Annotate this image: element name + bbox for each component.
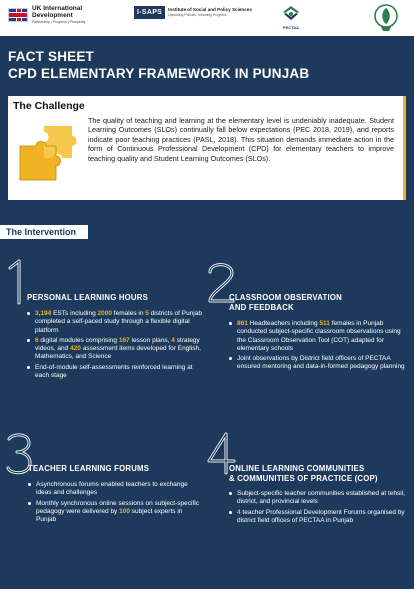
intervention-label-text: The Intervention xyxy=(6,226,77,237)
government-seal-logo xyxy=(372,3,400,33)
isaps-tagline: Upholding Policies, Informing Progress xyxy=(168,12,227,17)
ukaid-line2: Development xyxy=(32,11,73,19)
list-item xyxy=(28,481,204,498)
pectaa-emblem-icon xyxy=(280,4,302,24)
item-text: Asynchronous forums enabled teachers to exchange ideas and challenges xyxy=(36,481,188,497)
highlight-figure: 167 xyxy=(118,336,130,344)
uk-development-logo xyxy=(8,6,85,25)
list-item xyxy=(229,355,409,372)
section-1-items xyxy=(27,310,205,382)
highlight-figure: 100 xyxy=(119,507,130,515)
item-text: digital modules comprising xyxy=(38,336,119,344)
highlight-figure: 511 xyxy=(319,320,330,327)
item-text: females in xyxy=(112,310,146,317)
challenge-accent-bar xyxy=(403,96,406,200)
highlight-figure: 2000 xyxy=(97,310,112,317)
isaps-logo xyxy=(134,6,252,19)
highlight-figure: 861 xyxy=(237,320,248,327)
list-item xyxy=(27,364,205,381)
ukaid-line1: UK International xyxy=(32,5,83,12)
item-text: lesson plans, xyxy=(129,336,172,344)
challenge-box xyxy=(8,96,406,200)
punjab-seal-icon xyxy=(372,3,400,33)
item-text: subject experts in Punjab xyxy=(36,507,183,524)
list-item xyxy=(28,500,204,525)
list-item xyxy=(27,310,205,335)
highlight-figure: 420 xyxy=(70,345,81,353)
isaps-badge: I-SAPS xyxy=(134,6,165,19)
highlight-figure: 3,194 xyxy=(35,310,52,317)
item-text: strategy videos, and xyxy=(35,336,200,353)
highlight-figure: 4 xyxy=(237,508,241,516)
section-2-title: CLASSROOM OBSERVATION AND FEEDBACK xyxy=(229,293,342,312)
ukaid-tagline: Partnership | Progress | Prosperity xyxy=(32,20,86,24)
isaps-name: Institute of Social and Policy Sciences xyxy=(168,6,252,12)
item-text: females in Punjab conducted subject-specific classroom observations using the Classroom Observation Tool (COT) adapted for elementary schools xyxy=(237,320,401,352)
page-title xyxy=(8,48,309,82)
list-item xyxy=(229,509,409,526)
uk-flag-icon xyxy=(8,8,28,22)
item-text: teacher Professional Development Forums organised by district field offices of PECTAA in Punjab xyxy=(237,508,405,524)
item-text: assessment items developed for English, Mathematics, and Science xyxy=(35,345,201,361)
item-text: End-of-module self-assessments reinforced learning at each stage xyxy=(35,363,193,380)
item-text: Headteachers including xyxy=(247,320,320,327)
section-3-title: TEACHER LEARNING FORUMS xyxy=(28,464,150,473)
section-3-items xyxy=(28,481,204,526)
section-4-title: ONLINE LEARNING COMMUNITIES & COMMUNITIES OF PRACTICE (COP) xyxy=(229,464,378,483)
puzzle-icon xyxy=(12,120,82,192)
highlight-figure: 5 xyxy=(145,310,149,317)
challenge-heading: The Challenge xyxy=(13,100,85,112)
challenge-body: The quality of teaching and learning at the elementary level is undeniably inadequate. Student Learning Outcomes (SLOs) continually fall below expectations (PEC 2018, 2019), and reports indicate poor teaching practices (PASL, 2018). This situation demands immediate action in the form of Continuous Professional Development (CPD) for elementary teachers to improve teaching quality and Student Learning Outcomes (SLOs). xyxy=(88,116,394,163)
pectaa-label: PECTAA xyxy=(282,25,300,30)
item-text: Monthly synchronous online sessions on subject-specific pedagogy were delivered by xyxy=(36,499,199,515)
section-1-title: PERSONAL LEARNING HOURS xyxy=(27,293,148,302)
pectaa-logo xyxy=(280,4,302,30)
highlight-figure: 6 xyxy=(35,336,39,344)
title-line2: CPD ELEMENTARY FRAMEWORK IN PUNJAB xyxy=(8,66,310,81)
section-2-items xyxy=(229,320,409,374)
item-text: Subject-specific teacher communities established at tehsil, district, and provincial levels xyxy=(237,490,405,506)
section-4-items xyxy=(229,490,409,527)
item-text: Joint observations by District field officers of PECTAA ensured mentoring and data-in-formed pedagogy planning xyxy=(237,355,405,371)
intervention-label xyxy=(0,225,88,239)
logo-header xyxy=(0,0,414,36)
item-text: ESTs including xyxy=(51,310,98,317)
highlight-figure: 4 xyxy=(171,336,175,344)
list-item xyxy=(229,490,409,507)
list-item xyxy=(229,320,409,353)
item-text: districts of Punjab completed a self-paced study through a flexible digital platform xyxy=(35,310,202,334)
list-item xyxy=(27,337,205,362)
title-line1: FACT SHEET xyxy=(8,49,95,64)
